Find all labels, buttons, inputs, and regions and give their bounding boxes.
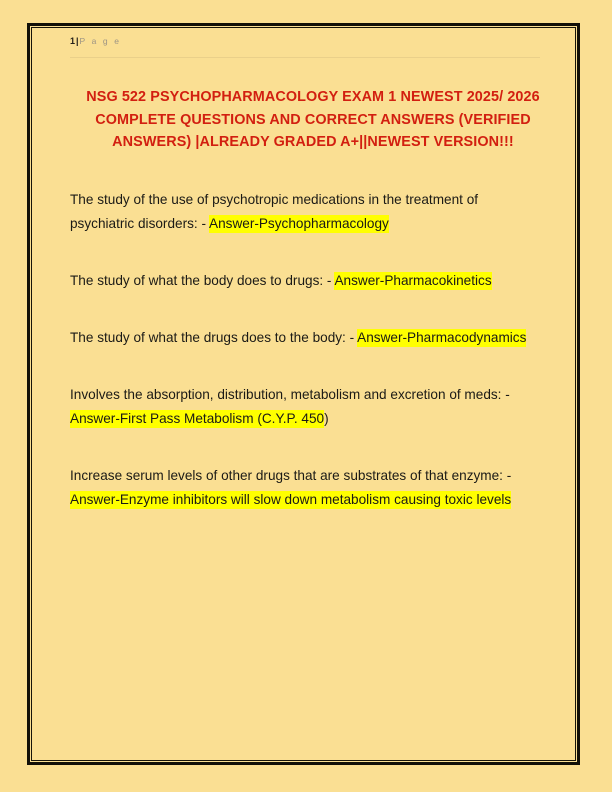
- qa-answer-trailing: ): [324, 410, 329, 426]
- qa-item: [70, 188, 540, 236]
- header-separator: |: [76, 36, 79, 46]
- qa-item: [70, 464, 540, 512]
- qa-question: Increase serum levels of other drugs that are substrates of that enzyme: -: [70, 467, 512, 483]
- qa-question: Involves the absorption, distribution, metabolism and excretion of meds: -: [70, 386, 510, 402]
- qa-item: [70, 383, 540, 431]
- qa-item: [70, 326, 540, 350]
- header-page-label: P a g e: [79, 36, 122, 46]
- document-title: NSG 522 PSYCHOPHARMACOLOGY EXAM 1 NEWEST 2025/ 2026 COMPLETE QUESTIONS AND CORRECT ANSWERS (VERIFIED ANSWERS) |ALREADY GRADED A+||NEWEST VERSION!!!: [86, 89, 540, 150]
- qa-answer-highlight: Answer-Pharmacodynamics: [357, 329, 527, 345]
- qa-question: The study of what the body does to drugs: -: [70, 272, 335, 288]
- qa-list: [70, 188, 552, 512]
- qa-answer-highlight: Answer-First Pass Metabolism (C.Y.P. 450: [70, 410, 325, 426]
- qa-answer-highlight: Answer-Enzyme inhibitors will slow down metabolism causing toxic levels: [70, 491, 512, 507]
- running-header: [70, 33, 552, 51]
- header-divider: [70, 57, 540, 58]
- qa-answer-highlight: Answer-Psychopharmacology: [209, 215, 389, 231]
- qa-answer-highlight: Answer-Pharmacokinetics: [334, 272, 492, 288]
- qa-question: The study of the use of psychotropic medications in the treatment of psychiatric disorders: -: [70, 191, 479, 231]
- qa-item: [70, 269, 540, 293]
- header-page-number: 1: [70, 36, 76, 46]
- qa-question: The study of what the drugs does to the body: -: [70, 329, 358, 345]
